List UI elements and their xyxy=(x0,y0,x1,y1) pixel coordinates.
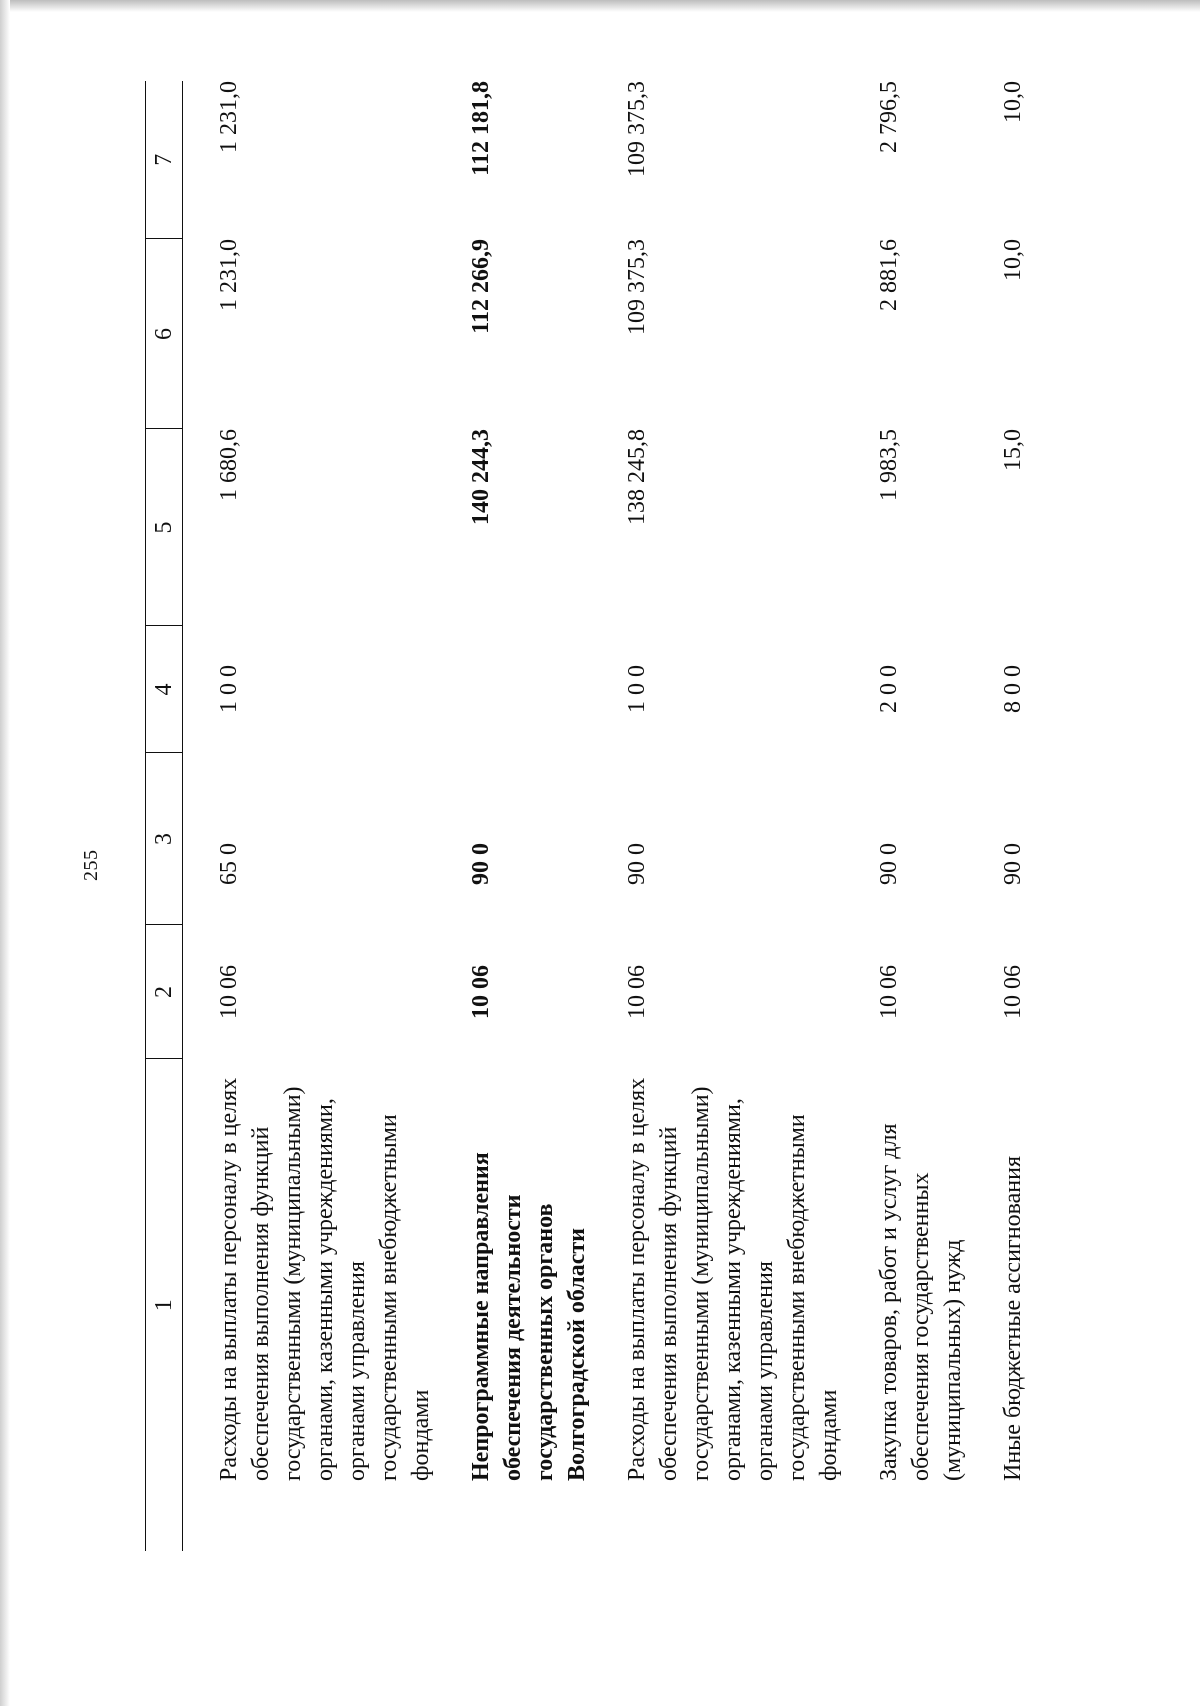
table-row xyxy=(969,81,1029,1551)
row-section: 10 06 xyxy=(876,965,902,1019)
row-name: Расходы на выплаты персоналу в целях обеспечения выполнения функций государственными (муниципальными) органами, казенными учреждениями, органами управления государственными внебюджетными фондами xyxy=(624,1077,842,1481)
column-header-5: 5 xyxy=(146,429,183,626)
table-row xyxy=(593,81,845,1551)
row-code: 90 0 xyxy=(468,843,494,885)
table-row xyxy=(845,81,969,1551)
row-code: 90 0 xyxy=(1000,843,1026,885)
row-name: Закупка товаров, работ и услуг для обеспечения государственных (муниципальных) нужд xyxy=(876,1123,966,1481)
row-col7: 1 231,0 xyxy=(216,81,242,153)
column-header-4: 4 xyxy=(146,626,183,753)
row-kind: 8 0 0 xyxy=(1000,665,1026,713)
page-number: 255 xyxy=(80,849,102,881)
row-name: Непрограммные направления обеспечения деятельности государственных органов Волгоградской области xyxy=(468,1152,590,1481)
budget-table xyxy=(145,81,1029,1551)
row-section: 10 06 xyxy=(1000,965,1026,1019)
row-col6: 2 881,6 xyxy=(876,239,902,311)
row-section: 10 06 xyxy=(624,965,650,1019)
row-col6: 109 375,3 xyxy=(624,239,650,335)
row-code: 90 0 xyxy=(876,843,902,885)
row-col5: 1 680,6 xyxy=(216,429,242,501)
row-col5: 140 244,3 xyxy=(468,429,494,525)
row-code: 65 0 xyxy=(216,843,242,885)
column-header-2: 2 xyxy=(146,925,183,1059)
column-header-3: 3 xyxy=(146,753,183,925)
row-col5: 15,0 xyxy=(1000,429,1026,471)
row-col5: 138 245,8 xyxy=(624,429,650,525)
column-header-7: 7 xyxy=(146,81,183,239)
header-row xyxy=(146,81,183,1551)
column-header-6: 6 xyxy=(146,239,183,429)
row-kind xyxy=(437,626,593,753)
row-col6: 1 231,0 xyxy=(216,239,242,311)
row-col7: 10,0 xyxy=(1000,81,1026,123)
table-row xyxy=(183,81,438,1551)
row-col7: 109 375,3 xyxy=(624,81,650,177)
row-name: Расходы на выплаты персоналу в целях обеспечения выполнения функций государственными (муниципальными) органами, казенными учреждениями, органами управления государственными внебюджетными фондами xyxy=(216,1077,434,1481)
row-section: 10 06 xyxy=(216,965,242,1019)
column-header-1: 1 xyxy=(146,1059,183,1551)
row-col7: 2 796,5 xyxy=(876,81,902,153)
row-section: 10 06 xyxy=(468,965,494,1019)
row-code: 90 0 xyxy=(624,843,650,885)
row-kind: 1 0 0 xyxy=(216,665,242,713)
table-row-total xyxy=(437,81,593,1551)
row-col7: 112 181,8 xyxy=(468,81,494,176)
row-col6: 10,0 xyxy=(1000,239,1026,281)
row-col6: 112 266,9 xyxy=(468,239,494,334)
row-kind: 2 0 0 xyxy=(876,665,902,713)
row-kind: 1 0 0 xyxy=(624,665,650,713)
row-col5: 1 983,5 xyxy=(876,429,902,501)
row-name: Иные бюджетные ассигнования xyxy=(1000,1156,1026,1481)
